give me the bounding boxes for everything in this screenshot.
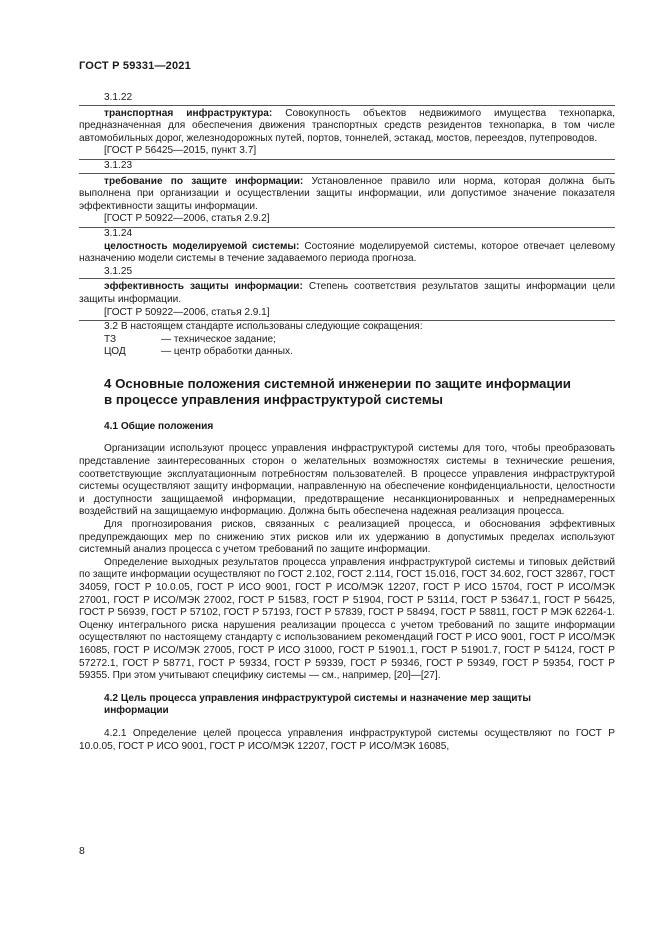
term-number: 3.1.25 xyxy=(104,265,133,277)
term-definition xyxy=(79,108,615,146)
term-text: Степень соответствия результатов защиты информации цели защиты информации. xyxy=(79,281,615,305)
abbreviation-code: ЦОД xyxy=(104,346,126,358)
term-number: 3.1.24 xyxy=(104,227,133,239)
term-text: Состояние моделируемой системы, которое отвечает целевому назначению модели системы в течение задаваемого периода прогноза. xyxy=(79,240,615,265)
term-name: целостность моделируемой системы: xyxy=(104,240,300,252)
section-heading-line: 4 Основные положения системной инженерии по защите информации xyxy=(104,375,571,391)
term-reference: [ГОСТ Р 50922—2006, статья 2.9.2] xyxy=(104,213,270,225)
term-number: 3.1.23 xyxy=(104,159,133,171)
term-plain xyxy=(79,241,615,266)
abbreviation-row xyxy=(79,334,615,347)
term-text: Совокупность объектов недвижимого имущества технопарка, предназначенная для обеспечения движения транспортных средств резидентов технопарка, в том числе автомобильных дорог, железнодорожных путей, портов, тоннелей, эстакад, мостов, переездов, путепроводов. xyxy=(79,107,616,144)
term-number: 3.1.22 xyxy=(104,92,133,103)
body-paragraph: Для прогнозирования рисков, связанных с реализацией процесса, и обоснования эффективных предупреждающих мер по снижению этих рисков или их удержанию в допустимых пределах используют системный анализ процесса с учетом требований по защите информации. xyxy=(79,519,615,556)
subsection-heading xyxy=(104,693,615,718)
section-heading-line: в процессе управления инфраструктурой системы xyxy=(104,392,444,408)
abbreviation-code: ТЗ xyxy=(104,333,117,345)
term-definition xyxy=(79,281,615,306)
abbreviation-desc: — техническое задание; xyxy=(161,333,276,345)
abbreviation-desc: — центр обработки данных. xyxy=(161,346,293,358)
body-paragraph: 4.2.1 Определение целей процесса управления инфраструктурой системы осуществляют по ГОСТ Р 10.0.05, ГОСТ Р ИСО 9001, ГОСТ Р ИСО/МЭК 12207, ГОСТ Р ИСО/МЭК 16085, xyxy=(79,727,615,752)
abbreviation-row xyxy=(79,346,615,359)
term-name: транспортная инфраструктура: xyxy=(104,107,273,119)
term-box xyxy=(79,105,615,160)
page-content xyxy=(79,92,615,753)
abbreviations-intro: 3.2 В настоящем стандарте использованы следующие сокращения: xyxy=(104,321,423,333)
term-text: Установленное правило или норма, которая должна быть выполнена при организации и осуществлении защиты информации, или допустимое значение показателя эффективности защиты информации. xyxy=(79,175,615,212)
term-box xyxy=(79,278,615,321)
term-reference: [ГОСТ Р 56425—2015, пункт 3.7] xyxy=(104,145,257,157)
term-name: требование по защите информации: xyxy=(104,175,304,187)
document-header-code: ГОСТ Р 59331—2021 xyxy=(79,60,191,72)
body-paragraph: Организации используют процесс управления инфраструктурой системы для того, чтобы преобразовать представление заинтересованных сторон о желательных возможностях системы в технические решения, соответствующие эксплуатационным потребностям пользователей. В процессе управления инфраструктурой системы осуществляют защиту информации, направленную на обеспечение конфиденциальности, целостности и доступности защищаемой информации, предотвращение несанкционированных и непреднамеренных воздействий на защищаемую информацию. Должна быть обеспечена надежная реализация процесса. xyxy=(79,443,615,518)
body-paragraph: Определение выходных результатов процесса управления инфраструктурой системы и типовых действий по защите информации осуществляют по ГОСТ 2.102, ГОСТ 2.114, ГОСТ 15.016, ГОСТ 34.602, ГОСТ 32867, ГОСТ 34059, ГОСТ Р 10.0.05, ГОСТ Р ИСО 9001, ГОСТ Р ИСО/МЭК 12207, ГОСТ Р ИСО 15704, ГОСТ Р ИСО/МЭК 27001, ГОСТ Р ИСО/МЭК 27002, ГОСТ Р 51583, ГОСТ Р 51904, ГОСТ Р 53114, ГОСТ Р 53647.1, ГОСТ Р 56425, ГОСТ Р 56939, ГОСТ Р 57102, ГОСТ Р 57193, ГОСТ Р 57839, ГОСТ Р 58494, ГОСТ Р 58811, ГОСТ Р МЭК 62264-1. Оценку интегрального риска нарушения реализации процесса с учетом требований по защите информации осуществляют по настоящему стандарту с использованием рекомендаций ГОСТ Р ИСО 9001, ГОСТ Р ИСО/МЭК 16085, ГОСТ Р ИСО/МЭК 27005, ГОСТ Р ИСО 31000, ГОСТ Р 51901.1, ГОСТ Р 51901.7, ГОСТ Р 54124, ГОСТ Р 57272.1, ГОСТ Р 58771, ГОСТ Р 59334, ГОСТ Р 59339, ГОСТ Р 59346, ГОСТ Р 59349, ГОСТ Р 59354, ГОСТ Р 59355. При этом учитывают специфику системы — см., например, [20]—[27]. xyxy=(79,556,615,682)
subsection-heading-line: информации xyxy=(104,705,169,717)
term-definition xyxy=(79,241,615,266)
term-name: эффективность защиты информации: xyxy=(104,281,303,293)
term-box xyxy=(79,173,615,228)
subsection-heading-line: 4.2 Цель процесса управления инфраструктурой системы и назначение мер защиты xyxy=(104,692,531,704)
term-reference: [ГОСТ Р 50922—2006, статья 2.9.1] xyxy=(104,306,270,318)
page-number: 8 xyxy=(79,845,85,857)
subsection-heading: 4.1 Общие положения xyxy=(104,420,214,432)
term-definition xyxy=(79,176,615,214)
section-heading xyxy=(104,376,615,409)
